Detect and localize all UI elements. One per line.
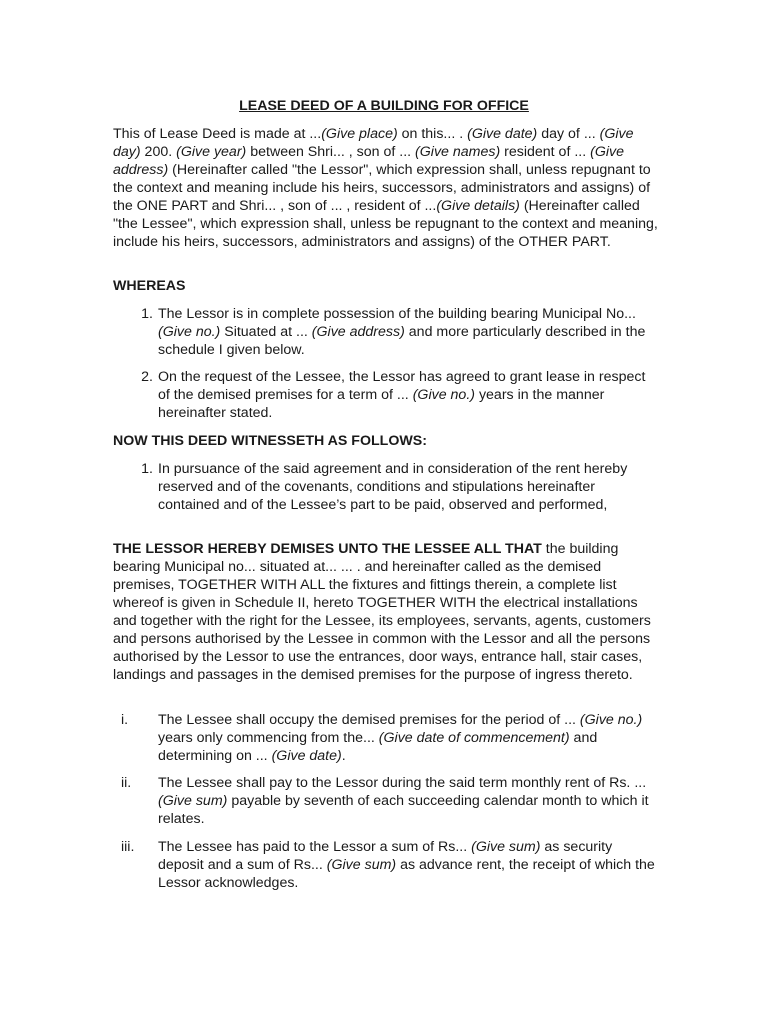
placeholder-text: (Give no.) — [158, 324, 221, 340]
list-number: i. — [121, 712, 129, 728]
witnesseth-heading: NOW THIS DEED WITNESSETH AS FOLLOWS: — [113, 433, 427, 449]
text-run: In pursuance of the said agreement and in consideration of the rent hereby reserved and of the covenants, conditions and stipulations hereinafter contained and of the Lessee’s part to be paid, observed and performed, — [158, 461, 628, 513]
placeholder-text: (Give day) — [113, 126, 634, 160]
list-item-text — [158, 711, 658, 765]
text-run: (Hereinafter called "the Lessee", which expression shall, unless be repugnant to the context and meaning, include his heirs, successors, administrators and assigns) of the OTHER PART. — [113, 198, 658, 250]
text-run: the building bearing Municipal no... situated at... ... . and hereinafter called as the demised premises, TOGETHER WITH ALL the fixtures and fittings therein, a complete list whereof is given in Schedule II, hereto TOGETHER WITH the electrical installations and together with the right for the Lessee, its employees, servants, agents, customers and persons authorised by the Lessee in common with the Lessor and all the persons authorised by the Lessor to use the entrances, door ways, entrance hall, stair cases, landings and passages in the demised premises for the purpose of ingress thereto. — [113, 541, 651, 683]
text-run: (Hereinafter called "the Lessor", which expression shall, unless repugnant to the context and meaning include his heirs, successors, administrators and assigns) of the ONE PART and Shri... , son of ... , resident of ... — [113, 162, 651, 214]
text-run: years in the manner hereinafter stated. — [158, 387, 605, 421]
text-run: The Lessor is in complete possession of the building bearing Municipal No... — [158, 306, 636, 322]
text-run: On the request of the Lessee, the Lessor has agreed to grant lease in respect of the demised premises for a term of ... — [158, 369, 646, 403]
text-run: between Shri... , son of ... — [246, 144, 416, 160]
placeholder-text: (Give address) — [113, 144, 625, 178]
placeholder-text: (Give details) — [436, 198, 520, 214]
placeholder-text: (Give date) — [271, 748, 342, 764]
list-number: 2. — [141, 369, 153, 385]
placeholder-text: (Give sum) — [471, 839, 541, 855]
text-run: . — [341, 748, 346, 764]
list-number: 1. — [141, 306, 153, 322]
text-run: day of ... — [537, 126, 600, 142]
text-run: Situated at ... — [220, 324, 312, 340]
list-number: 1. — [141, 461, 153, 477]
text-run: payable by seventh of each succeeding calendar month to which it relates. — [158, 793, 649, 827]
placeholder-text: (Give place) — [321, 126, 398, 142]
bold-text: THE LESSOR HEREBY DEMISES UNTO THE LESSEE ALL THAT — [113, 541, 542, 557]
list-item-text — [158, 460, 658, 514]
intro-paragraph — [113, 125, 663, 251]
placeholder-text: (Give no.) — [412, 387, 475, 403]
text-run: and determining on ... — [158, 730, 598, 764]
document-title: LEASE DEED OF A BUILDING FOR OFFICE — [239, 98, 529, 114]
whereas-heading: WHEREAS — [113, 278, 186, 294]
list-item-text — [158, 838, 658, 892]
placeholder-text: (Give sum) — [158, 793, 228, 809]
text-run: on this... . — [397, 126, 468, 142]
text-run: 200. — [140, 144, 177, 160]
placeholder-text: (Give date) — [467, 126, 538, 142]
placeholder-text: (Give year) — [176, 144, 247, 160]
demise-paragraph — [113, 540, 663, 684]
list-item-text — [158, 774, 658, 828]
placeholder-text: (Give no.) — [579, 712, 643, 728]
list-item-text — [158, 368, 658, 422]
placeholder-text: (Give address) — [311, 324, 405, 340]
list-number: iii. — [121, 839, 135, 855]
placeholder-text: (Give sum) — [326, 857, 397, 873]
list-number: ii. — [121, 775, 132, 791]
list-item-text — [158, 305, 658, 359]
text-run: years only commencing from the... — [158, 730, 379, 746]
placeholder-text: (Give names) — [415, 144, 501, 160]
placeholder-text: (Give date of commencement) — [378, 730, 570, 746]
text-run: and more particularly described in the schedule I given below. — [158, 324, 646, 358]
text-run: The Lessee has paid to the Lessor a sum of Rs... — [158, 839, 472, 855]
text-run: as security deposit and a sum of Rs... — [158, 839, 613, 873]
text-run: The Lessee shall pay to the Lessor during the said term monthly rent of Rs. ... — [158, 775, 647, 791]
text-run: as advance rent, the receipt of which the Lessor acknowledges. — [158, 857, 655, 891]
text-run: The Lessee shall occupy the demised premises for the period of ... — [158, 712, 580, 728]
text-run: This of Lease Deed is made at ... — [113, 126, 322, 142]
text-run: resident of ... — [500, 144, 591, 160]
